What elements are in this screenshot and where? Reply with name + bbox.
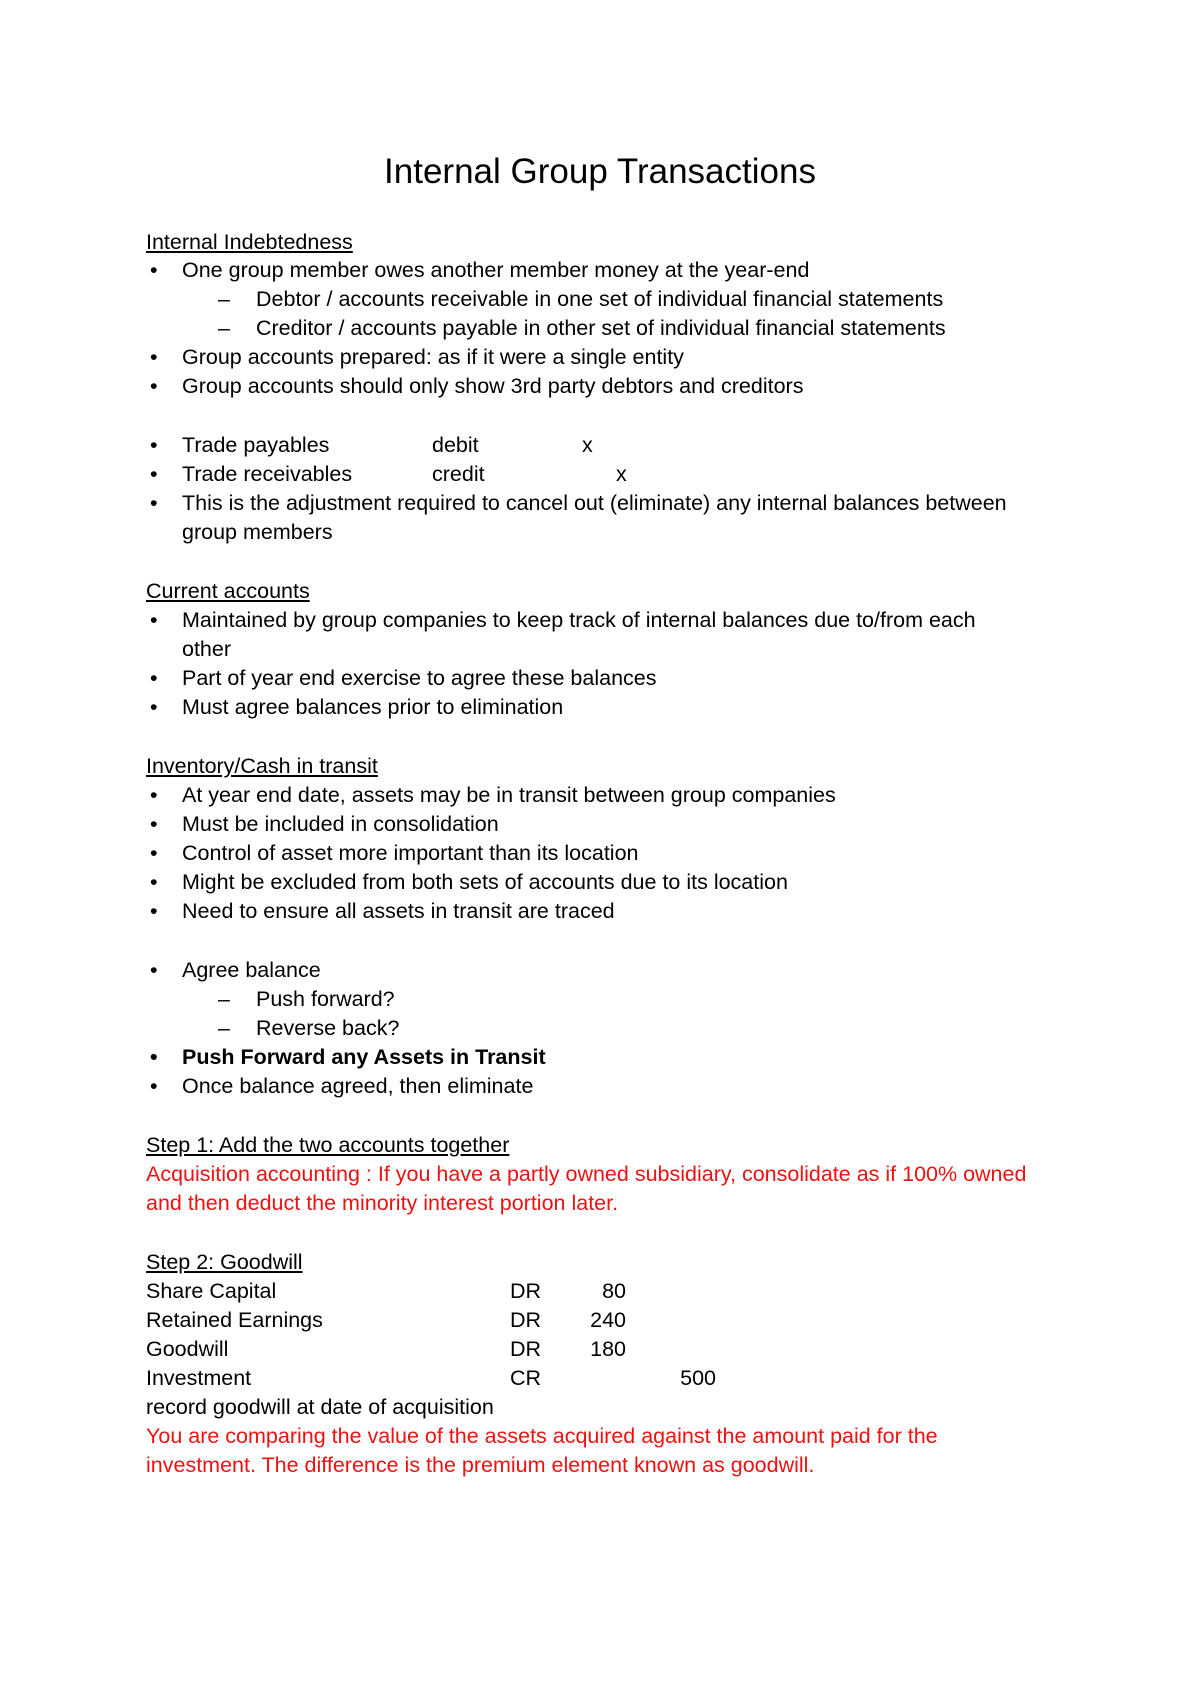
entry-side: credit [432,462,485,486]
section-heading-current-accounts: Current accounts [146,579,310,603]
step2-note-line: You are comparing the value of the assets acquired against the amount paid for the [146,1424,938,1448]
sub-list-item: – Creditor / accounts payable in other set of individual financial statements [218,313,946,343]
list-item: • Must be included in consolidation [150,809,499,839]
list-item: • Must agree balances prior to elimination [150,692,563,722]
section-heading-step1: Step 1: Add the two accounts together [146,1133,510,1157]
goodwill-row [146,1305,746,1335]
list-item: • Control of asset more important than its location [150,838,639,868]
step1-note-line: and then deduct the minority interest portion later. [146,1191,619,1215]
goodwill-side: DR [510,1337,542,1361]
step1-note-line: Acquisition accounting : If you have a partly owned subsidiary, consolidate as if 100% owned [146,1162,1027,1186]
goodwill-debit: 240 [590,1308,626,1332]
goodwill-row [146,1276,746,1306]
section-heading-internal-indebtedness: Internal Indebtedness [146,230,353,254]
bullet-icon: • [150,374,158,398]
bullet-icon: • [150,462,158,486]
list-item: • Group accounts should only show 3rd party debtors and creditors [150,371,803,401]
goodwill-record-note: record goodwill at date of acquisition [146,1395,494,1419]
goodwill-side: CR [510,1366,542,1390]
dash-icon: – [218,987,230,1011]
bullet-icon: • [150,258,158,282]
dash-icon: – [218,287,230,311]
list-item: • Part of year end exercise to agree these balances [150,663,656,693]
list-item: • One group member owes another member money at the year-end [150,255,809,285]
goodwill-account: Goodwill [146,1337,229,1361]
section-heading-inventory-cash: Inventory/Cash in transit [146,754,378,778]
entry-account: Trade payables [182,433,330,457]
goodwill-debit: 80 [602,1279,626,1303]
entry-amount: x [616,462,627,486]
goodwill-account: Investment [146,1366,252,1390]
bullet-icon: • [150,695,158,719]
list-item: • Agree balance [150,955,321,985]
list-item: • Push Forward any Assets in Transit [150,1042,546,1072]
sub-list-item: – Reverse back? [218,1013,399,1043]
bullet-icon: • [150,345,158,369]
goodwill-row [146,1363,746,1393]
bullet-icon: • [150,666,158,690]
bullet-icon: • [150,608,158,632]
entry-account: Trade receivables [182,462,353,486]
list-item: • Group accounts prepared: as if it were a single entity [150,342,684,372]
page-title: Internal Group Transactions [384,152,816,191]
bullet-icon: • [150,870,158,894]
list-item: • Need to ensure all assets in transit are traced [150,896,615,926]
list-item: • At year end date, assets may be in transit between group companies [150,780,836,810]
bullet-icon: • [150,958,158,982]
goodwill-side: DR [510,1308,542,1332]
list-item: • Once balance agreed, then eliminate [150,1071,533,1101]
goodwill-account: Retained Earnings [146,1308,323,1332]
journal-entry-row [150,430,650,460]
dash-icon: – [218,1016,230,1040]
list-item: • This is the adjustment required to cancel out (eliminate) any internal balances between [150,488,1007,518]
step2-note-line: investment. The difference is the premium element known as goodwill. [146,1453,815,1477]
dash-icon: – [218,316,230,340]
bullet-icon: • [150,1074,158,1098]
list-item-continuation: other [182,637,232,661]
sub-list-item: – Push forward? [218,984,395,1014]
goodwill-row [146,1334,746,1364]
bullet-icon: • [150,1045,158,1069]
goodwill-debit: 180 [590,1337,626,1361]
entry-side: debit [432,433,479,457]
sub-list-item: – Debtor / accounts receivable in one set of individual financial statements [218,284,943,314]
goodwill-account: Share Capital [146,1279,277,1303]
list-item-continuation: group members [182,520,333,544]
bullet-icon: • [150,433,158,457]
bullet-icon: • [150,812,158,836]
bullet-icon: • [150,491,158,515]
section-heading-step2: Step 2: Goodwill [146,1250,303,1274]
list-item: • Maintained by group companies to keep track of internal balances due to/from each [150,605,976,635]
goodwill-side: DR [510,1279,542,1303]
bullet-icon: • [150,783,158,807]
entry-amount: x [582,433,593,457]
journal-entry-row [150,459,650,489]
bullet-icon: • [150,899,158,923]
goodwill-credit: 500 [680,1366,716,1390]
bullet-icon: • [150,841,158,865]
list-item: • Might be excluded from both sets of accounts due to its location [150,867,788,897]
